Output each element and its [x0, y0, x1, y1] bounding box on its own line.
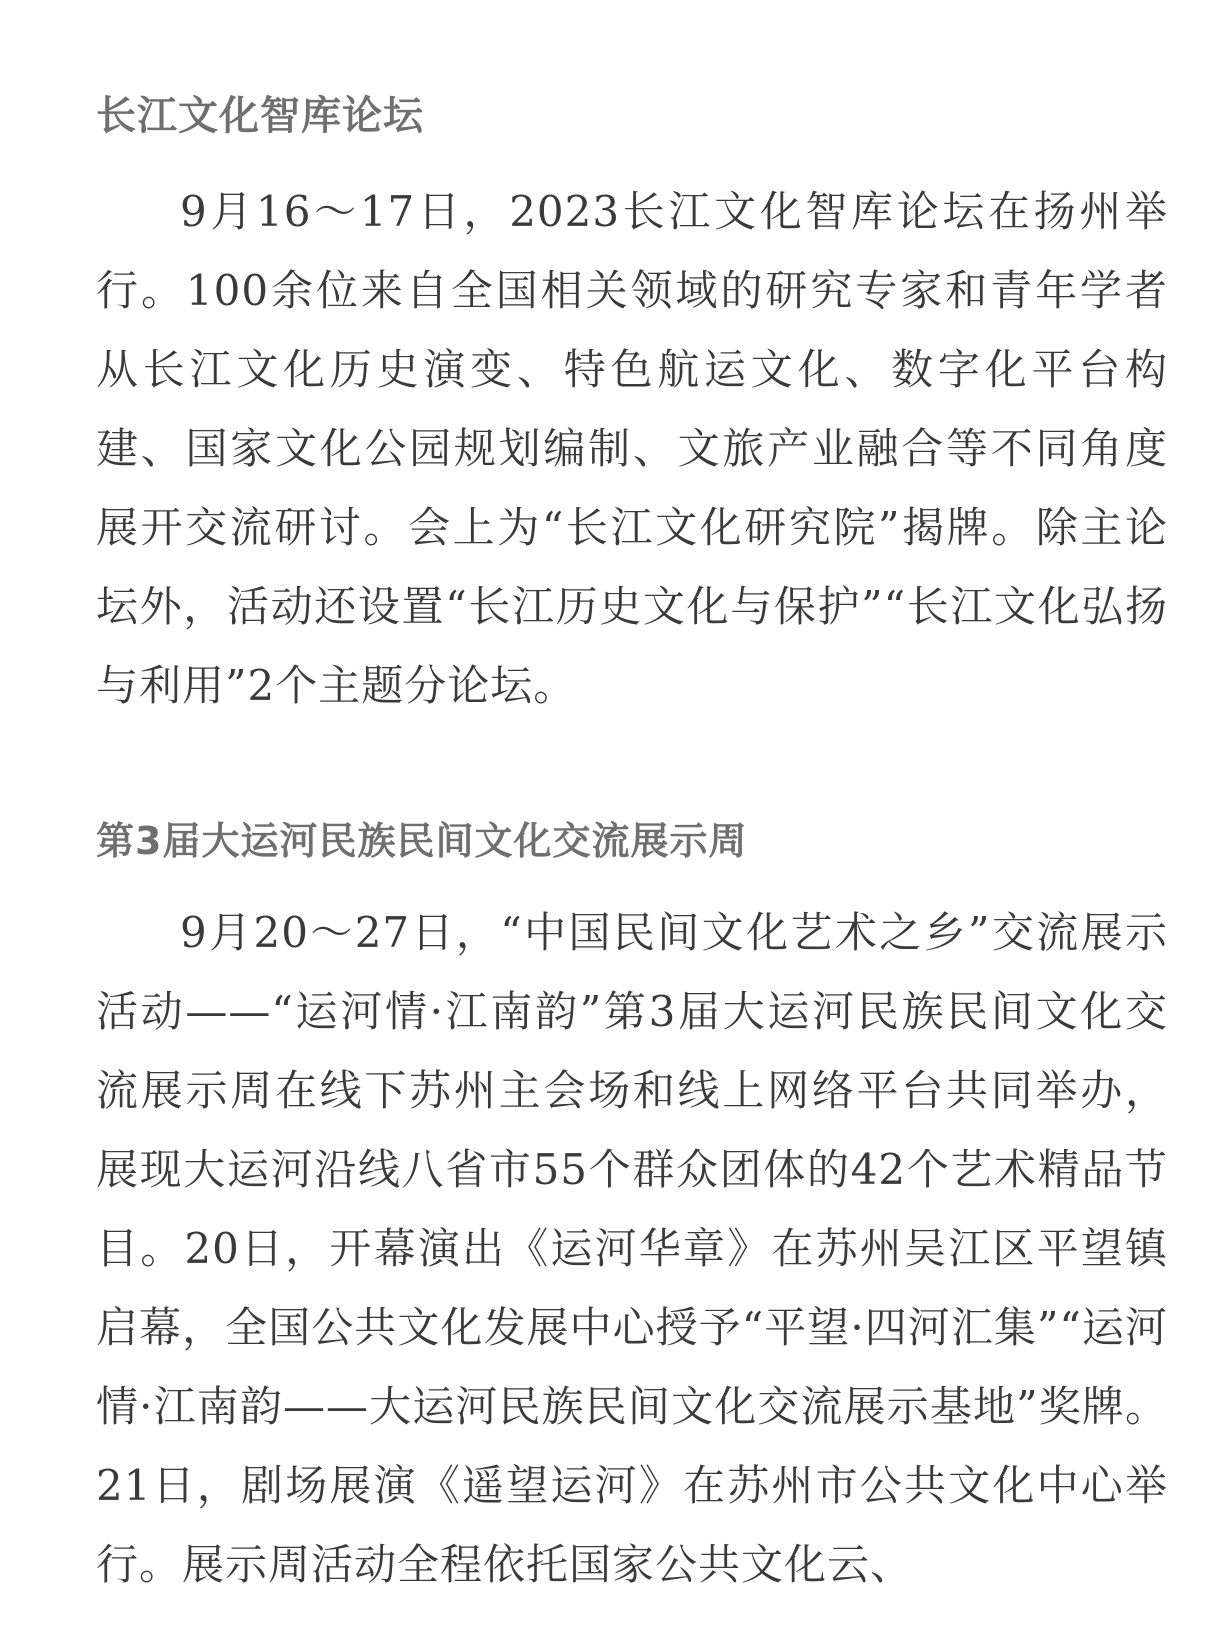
section-body-grand-canal-week: 9月20～27日，“中国民间文化艺术之乡”交流展示活动——“运河情·江南韵”第3届大运河民族民间文化交流展示周在线下苏州主会场和线上网络平台共同举办，展现大运河沿线八省市55个群众团体的42个艺术精品节目。20日，开幕演出《运河华章》在苏州吴江区平望镇启幕，全国公共文化发展中心授予“平望·四河汇集”“运河情·江南韵——大运河民族民间文化交流展示基地”奖牌。21日，剧场展演《遥望运河》在苏州市公共文化中心举行。展示周活动全程依托国家公共文化云、 [96, 908, 1168, 1589]
section-title-yangtze-forum: 长江文化智库论坛 [96, 93, 424, 139]
section-body-yangtze-forum: 9月16～17日，2023长江文化智库论坛在扬州举行。100余位来自全国相关领域的研究专家和青年学者从长江文化历史演变、特色航运文化、数字化平台构建、国家文化公园规划编制、文旅产业融合等不同角度展开交流研讨。会上为“长江文化研究院”揭牌。除主论坛外，活动还设置“长江历史文化与保护”“长江文化弘扬与利用”2个主题分论坛。 [96, 187, 1168, 710]
section-title-grand-canal-week: 第3届大运河民族民间文化交流展示周 [96, 819, 748, 863]
